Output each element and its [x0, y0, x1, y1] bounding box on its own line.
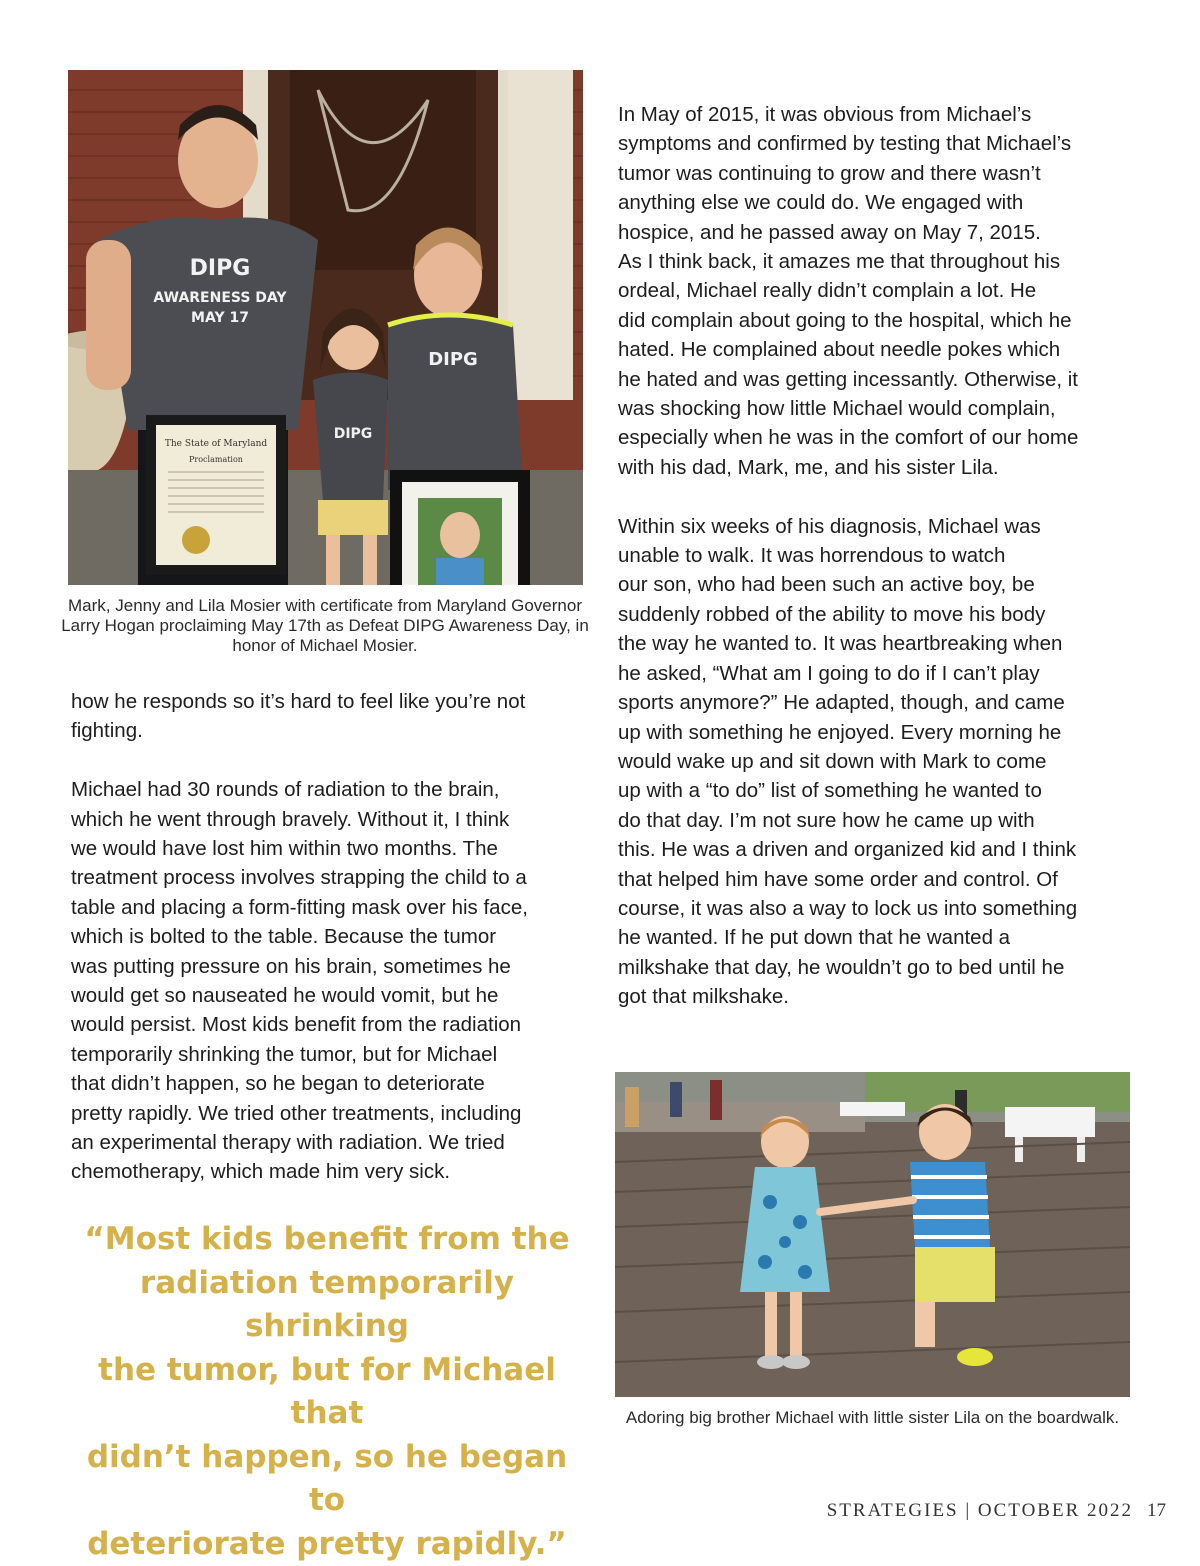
shirt-text-date: MAY 17 — [191, 310, 249, 326]
left-paragraph-1: how he responds so it’s hard to feel like you’re not fighting. — [71, 690, 526, 743]
page-number: 17 — [1147, 1500, 1166, 1521]
right-paragraph-1: In May of 2015, it was obvious from Michael’s symptoms and confirmed by testing that Michael’s tumor was continuing to grow and there wasn’t anything else we could do. We engaged with hospice, and he passed away on May 7, 2015. As I think back, it amazes me that throughout his ordeal, Michael really didn’t complain a lot. He did complain about going to the hospital, which he hated. He complained about needle pokes which he hated and was getting incessantly. Otherwise, it was shocking how little Michael would complain, especially when he was in the comfort of our home with his dad, Mark, me, and his sister Lila. — [618, 103, 1079, 479]
certificate-subheading: Proclamation — [189, 455, 243, 464]
publication-name: STRATEGIES | OCTOBER 2022 — [826, 1500, 1133, 1521]
right-column — [618, 100, 1158, 1012]
family-photo — [68, 70, 583, 585]
certificate-heading: The State of Maryland — [164, 439, 268, 449]
shirt-text-dipg: DIPG — [189, 256, 251, 281]
girl-shirt-text: DIPG — [333, 426, 373, 442]
boardwalk-photo-caption: Adoring big brother Michael with little sister Lila on the boardwalk. — [625, 1408, 1120, 1427]
left-column — [71, 687, 591, 1187]
left-paragraph-2: Michael had 30 rounds of radiation to the brain, which he went through bravely. Without it, I think we would have lost him within two months. The treatment process involves strapping the child to a table and placing a form-fitting mask over his face, which is bolted to the table. Because the tumor was putting pressure on his brain, sometimes he would get so nauseated he would vomit, but he would persist. Most kids benefit from the radiation temporarily shrinking the tumor, but for Michael that didn’t happen, so he began to deteriorate pretty rapidly. We tried other treatments, including an experimental therapy with radiation. We tried chemotherapy, which made him very sick. — [71, 778, 528, 1184]
boardwalk-photo — [615, 1072, 1130, 1397]
page-footer — [827, 1500, 1166, 1522]
pull-quote: “Most kids benefit from the radiation temporarily shrinking the tumor, but for Michael that didn’t happen, so he began to deteriorate pretty rapidly.” — [84, 1221, 570, 1562]
shirt-text-awareness: AWARENESS DAY — [153, 290, 287, 306]
woman-shirt-text: DIPG — [428, 349, 478, 370]
right-paragraph-2: Within six weeks of his diagnosis, Michael was unable to walk. It was horrendous to watch our son, who had been such an active boy, be suddenly robbed of the ability to move his body the way he wanted to. It was heartbreaking when he asked, “What am I going to do if I can’t play sports anymore?” He adapted, though, and came up with something he enjoyed. Every morning he would wake up and sit down with Mark to come up with a “to do” list of something he wanted to do that day. I’m not sure how he came up with this. He was a driven and organized kid and I think that helped him have some order and control. Of course, it was also a way to lock us into something he wanted. If he put down that he wanted a milkshake that day, he wouldn’t go to bed until he got that milkshake. — [618, 514, 1078, 1009]
family-photo-caption: Mark, Jenny and Lila Mosier with certificate from Maryland Governor Larry Hogan proclaiming May 17th as Defeat DIPG Awareness Day, in honor of Michael Mosier. — [61, 596, 589, 655]
